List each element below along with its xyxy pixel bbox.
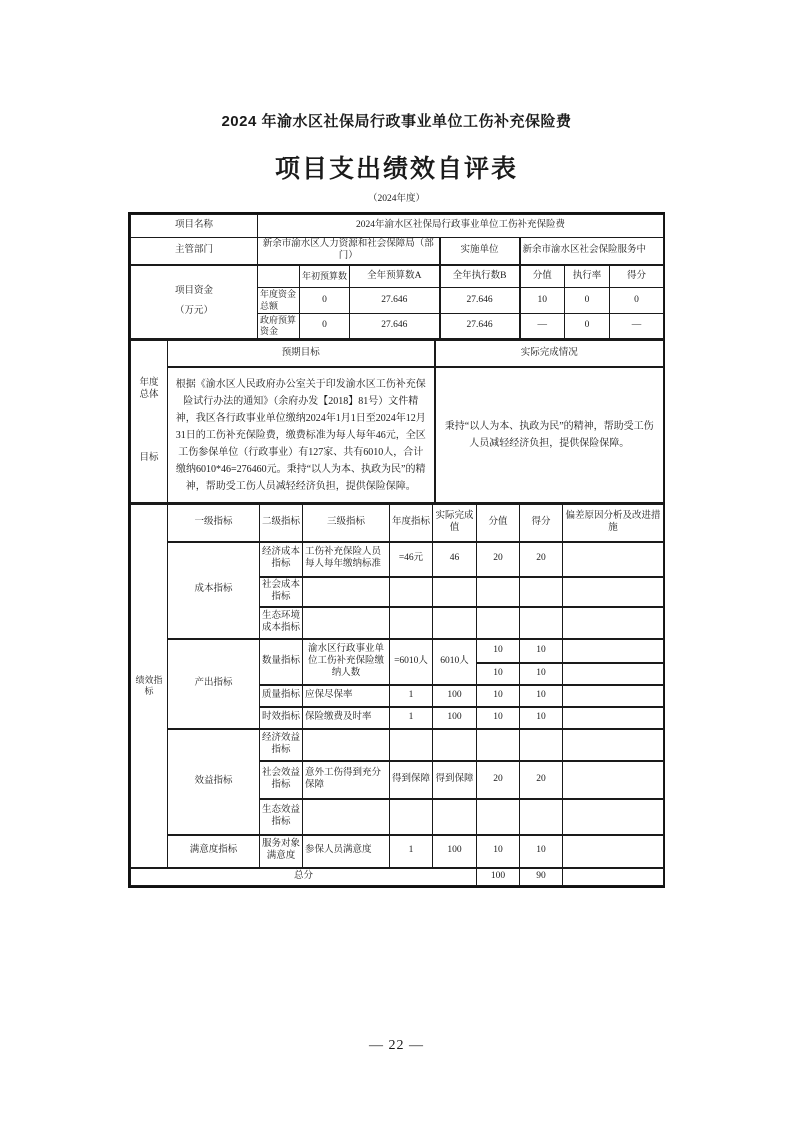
indicator-row-satisfaction [131,835,664,868]
col-initial-budget: 年初预算数 [300,265,350,288]
score-cell: 10 [520,639,563,663]
score-cell: 10 [520,835,563,868]
goal-side-label [131,340,168,502]
header-actual: 实际完成值 [433,504,477,542]
value-cell: 10 [477,639,520,663]
fund-score: — [610,313,664,339]
funds-label [131,265,258,339]
impl-unit-label: 实施单位 [440,238,520,265]
funds-header-row [131,265,664,288]
actual-value [433,577,477,607]
score-cell: 10 [520,685,563,707]
actual-completion-text: 秉持“以人为本、执政为民”的精神，帮助受工伤人员减轻经济负担，提供保险保障。 [435,367,664,502]
project-name-row [131,215,664,238]
value-cell [477,799,520,835]
deviation-cell [563,577,664,607]
value-cell [477,577,520,607]
header-l3: 三级指标 [303,504,390,542]
deviation-cell [563,729,664,761]
goal-side-line2: 总体 [139,389,159,400]
fund-row-label: 年度资金总额 [258,288,300,314]
expected-goal-header: 预期目标 [168,340,435,367]
col-annual-exec: 全年执行数B [440,265,520,288]
goal-content-row [131,367,664,502]
value-cell: 10 [477,685,520,707]
value-cell: 20 [477,761,520,799]
l2-label: 时效指标 [260,707,303,729]
dept-label: 主管部门 [131,238,258,265]
actual-value: 100 [433,835,477,868]
value-cell [477,607,520,639]
deviation-cell [563,761,664,799]
l3-label: 渝水区行政事业单位工伤补充保险缴纳人数 [303,639,390,685]
total-score-row [131,868,664,886]
annual-value: 1 [390,835,433,868]
header-annual: 年度指标 [390,504,433,542]
value-cell: 20 [477,542,520,577]
annual-value [390,577,433,607]
value-cell: 10 [477,835,520,868]
score-cell: 20 [520,761,563,799]
score-cell: 10 [520,663,563,685]
annual-value: 1 [390,685,433,707]
l2-label: 质量指标 [260,685,303,707]
header-l1: 一级指标 [168,504,260,542]
fund-exec: 27.646 [440,313,520,339]
l1-satisfaction: 满意度指标 [168,835,260,868]
header-score: 得分 [520,504,563,542]
project-info-table [130,214,664,339]
document-header-title: 2024 年渝水区社保局行政事业单位工伤补充保险费 [221,113,572,130]
actual-value [433,799,477,835]
l2-label: 生态效益指标 [260,799,303,835]
actual-value: 6010人 [433,639,477,685]
total-label: 总分 [131,868,477,886]
funds-label-line1: 项目资金 [174,286,213,297]
evaluation-table [128,212,665,888]
col-value: 分值 [520,265,565,288]
col-score: 得分 [610,265,664,288]
l2-label: 社会效益指标 [260,761,303,799]
actual-value: 46 [433,542,477,577]
l3-label: 参保人员满意度 [303,835,390,868]
actual-value [433,607,477,639]
indicator-row-econ-benefit [131,729,664,761]
page-number: — 22 — [369,1038,424,1053]
score-cell [520,577,563,607]
annual-value: 得到保障 [390,761,433,799]
fund-value: — [520,313,565,339]
l2-label: 服务对象满意度 [260,835,303,868]
deviation-cell [563,685,664,707]
deviation-cell [563,799,664,835]
l2-label: 经济效益指标 [260,729,303,761]
indicator-header-row [131,504,664,542]
annual-value [390,799,433,835]
score-cell [520,729,563,761]
actual-value: 得到保障 [433,761,477,799]
indicators-side-label: 绩效指标 [131,504,168,868]
total-value: 100 [477,868,520,886]
funds-label-line2: （万元） [174,306,213,316]
l1-benefit: 效益指标 [168,729,260,835]
deviation-cell [563,607,664,639]
l3-label [303,607,390,639]
l1-output: 产出指标 [168,639,260,729]
annual-value: =46元 [390,542,433,577]
value-cell: 10 [477,707,520,729]
score-cell: 10 [520,707,563,729]
indicator-row-quantity-1 [131,639,664,663]
annual-value: =6010人 [390,639,433,685]
fund-initial: 0 [300,288,350,314]
l1-cost: 成本指标 [168,542,260,639]
l2-label: 数量指标 [260,639,303,685]
deviation-cell [563,663,664,685]
fund-score: 0 [610,288,664,314]
deviation-cell [563,835,664,868]
l3-label: 意外工伤得到充分保障 [303,761,390,799]
indicators-table [130,503,664,887]
total-deviation [563,868,664,886]
actual-value: 100 [433,685,477,707]
fund-rate: 0 [565,288,610,314]
value-cell [477,729,520,761]
title-block [0,0,793,204]
annual-value [390,607,433,639]
fund-budget: 27.646 [350,288,440,314]
page-subtitle: （2024年度） [367,194,425,204]
goal-side-line3: 目标 [139,453,159,464]
fund-budget: 27.646 [350,313,440,339]
actual-value: 100 [433,707,477,729]
total-score: 90 [520,868,563,886]
l3-label [303,799,390,835]
header-deviation: 偏差原因分析及改进措施 [563,504,664,542]
score-cell [520,799,563,835]
fund-row-label: 政府预算资金 [258,313,300,339]
page-title: 项目支出绩效自评表 [274,156,518,183]
l3-label: 应保尽保率 [303,685,390,707]
expected-goal-text: 根据《渝水区人民政府办公室关于印发渝水区工伤补充保险试行办法的通知》（余府办发【2018】81号）文件精神，我区各行政事业单位缴纳2024年1月1日至2024年12月31日的工伤补充保险费，缴费标准为每人每年46元，全区工伤参保单位（行政事业）有127家、共有6010人，合计缴纳6010*46=276460元。秉持“以人为本、执政为民”的精神，帮助受工伤人员减轻经济负担，提供保险保障。 [168,367,435,502]
fund-initial: 0 [300,313,350,339]
goal-side-line1: 年度 [139,377,159,388]
actual-completion-header: 实际完成情况 [435,340,664,367]
dept-value: 新余市渝水区人力资源和社会保障局（部门） [258,238,440,265]
annual-value: 1 [390,707,433,729]
deviation-cell [563,639,664,663]
project-name-label: 项目名称 [131,215,258,238]
l2-label: 经济成本指标 [260,542,303,577]
funds-empty-cell [258,265,300,288]
l3-label: 工伤补充保险人员每人每年缴纳标准 [303,542,390,577]
header-l2: 二级指标 [260,504,303,542]
l2-label: 生态环境成本指标 [260,607,303,639]
score-cell: 20 [520,542,563,577]
l3-label [303,577,390,607]
score-cell [520,607,563,639]
l2-label: 社会成本指标 [260,577,303,607]
col-annual-budget: 全年预算数A [350,265,440,288]
fund-value: 10 [520,288,565,314]
actual-value [433,729,477,761]
value-cell: 10 [477,663,520,685]
header-value: 分值 [477,504,520,542]
fund-rate: 0 [565,313,610,339]
fund-exec: 27.646 [440,288,520,314]
annual-goal-table [130,339,664,503]
annual-value [390,729,433,761]
l3-label: 保险缴费及时率 [303,707,390,729]
goal-header-row [131,340,664,367]
project-name-value: 2024年渝水区社保局行政事业单位工伤补充保险费 [258,215,664,238]
deviation-cell [563,542,664,577]
indicator-row-econ-cost [131,542,664,577]
deviation-cell [563,707,664,729]
impl-unit-value: 新余市渝水区社会保险服务中 [520,238,664,265]
l3-label [303,729,390,761]
col-exec-rate: 执行率 [565,265,610,288]
department-row [131,238,664,265]
